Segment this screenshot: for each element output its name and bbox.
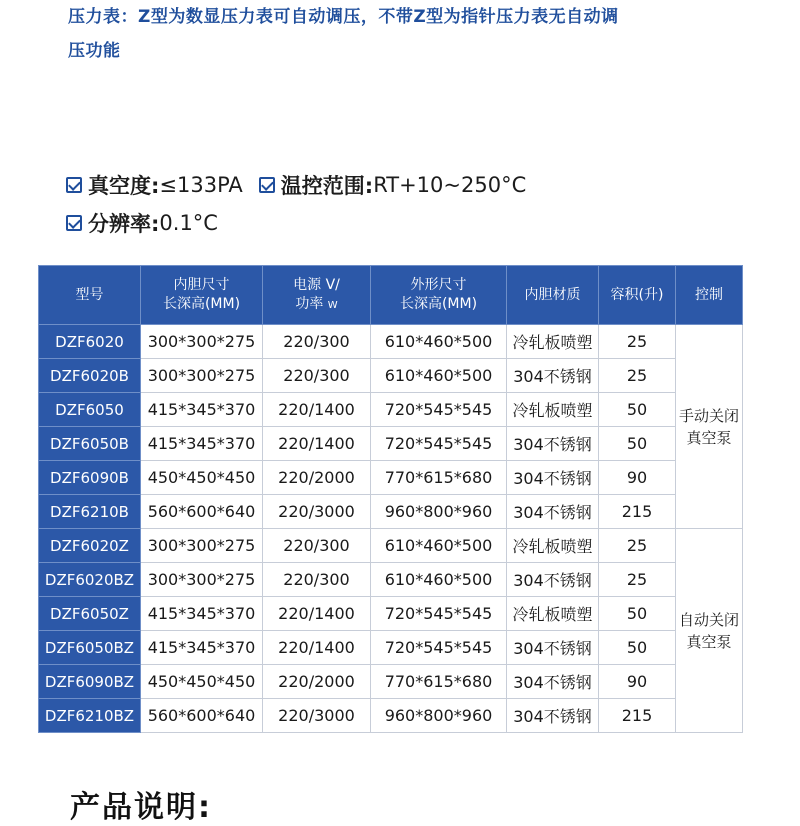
cell-model: DZF6090B (39, 461, 141, 495)
cell-volume: 215 (599, 495, 676, 529)
product-description-title: 产品说明: (70, 790, 212, 825)
table-row (39, 563, 743, 597)
table-row (39, 325, 743, 359)
cell-volume: 25 (599, 563, 676, 597)
cell-outer: 610*460*500 (371, 325, 507, 359)
cell-material: 304不锈钢 (507, 495, 599, 529)
cell-power: 220/2000 (263, 665, 371, 699)
spec-temperature (259, 170, 526, 200)
cell-outer: 960*800*960 (371, 495, 507, 529)
cell-inner: 300*300*275 (141, 359, 263, 393)
cell-model: DZF6090BZ (39, 665, 141, 699)
spec-resolution (66, 208, 218, 238)
cell-material: 冷轧板喷塑 (507, 393, 599, 427)
header-model: 型号 (39, 266, 141, 325)
cell-power: 220/300 (263, 529, 371, 563)
cell-material: 304不锈钢 (507, 699, 599, 733)
header-outer-size: 外形尺寸 长深高(MM) (371, 266, 507, 325)
cell-outer: 720*545*545 (371, 631, 507, 665)
cell-model: DZF6050Z (39, 597, 141, 631)
cell-power: 220/300 (263, 325, 371, 359)
cell-inner: 450*450*450 (141, 461, 263, 495)
cell-material: 304不锈钢 (507, 563, 599, 597)
cell-material: 冷轧板喷塑 (507, 597, 599, 631)
cell-inner: 300*300*275 (141, 529, 263, 563)
cell-model: DZF6020B (39, 359, 141, 393)
table-row (39, 699, 743, 733)
cell-outer: 960*800*960 (371, 699, 507, 733)
table-row (39, 495, 743, 529)
cell-material: 304不锈钢 (507, 427, 599, 461)
table-row (39, 631, 743, 665)
pressure-gauge-note (68, 0, 768, 68)
header-material: 内胆材质 (507, 266, 599, 325)
cell-volume: 215 (599, 699, 676, 733)
cell-model: DZF6050BZ (39, 631, 141, 665)
cell-outer: 720*545*545 (371, 427, 507, 461)
table-row (39, 359, 743, 393)
cell-material: 304不锈钢 (507, 359, 599, 393)
cell-inner: 415*345*370 (141, 597, 263, 631)
cell-model: DZF6050B (39, 427, 141, 461)
table-header-row (39, 266, 743, 325)
temp-label: 温控范围: (280, 174, 374, 198)
table-row (39, 597, 743, 631)
cell-volume: 50 (599, 427, 676, 461)
cell-volume: 90 (599, 665, 676, 699)
cell-inner: 560*600*640 (141, 699, 263, 733)
header-control: 控制 (676, 266, 743, 325)
cell-control-manual: 手动关闭 真空泵 (676, 325, 743, 529)
cell-material: 304不锈钢 (507, 665, 599, 699)
cell-power: 220/300 (263, 563, 371, 597)
table-row (39, 393, 743, 427)
cell-power: 220/1400 (263, 393, 371, 427)
checkbox-icon (259, 177, 275, 193)
temp-value: RT+10~250°C (373, 173, 527, 197)
cell-model: DZF6050 (39, 393, 141, 427)
cell-material: 冷轧板喷塑 (507, 325, 599, 359)
vacuum-value: ≤133PA (159, 173, 243, 197)
header-power: 电源 V/ 功率 W (263, 266, 371, 325)
spec-table (38, 265, 743, 733)
table-row (39, 529, 743, 563)
cell-material: 冷轧板喷塑 (507, 529, 599, 563)
cell-model: DZF6020Z (39, 529, 141, 563)
cell-outer: 770*615*680 (371, 665, 507, 699)
cell-power: 220/1400 (263, 631, 371, 665)
cell-outer: 720*545*545 (371, 597, 507, 631)
cell-model: DZF6020 (39, 325, 141, 359)
cell-volume: 90 (599, 461, 676, 495)
header-inner-size: 内胆尺寸 长深高(MM) (141, 266, 263, 325)
cell-model: DZF6210BZ (39, 699, 141, 733)
cell-power: 220/3000 (263, 495, 371, 529)
cell-outer: 610*460*500 (371, 563, 507, 597)
cell-inner: 300*300*275 (141, 325, 263, 359)
note-line-2: 压功能 (68, 41, 121, 61)
note-line-1: 压力表：Z型为数显压力表可自动调压，不带Z型为指针压力表无自动调 (68, 7, 619, 27)
cell-inner: 300*300*275 (141, 563, 263, 597)
cell-volume: 25 (599, 359, 676, 393)
resolution-label: 分辨率: (88, 212, 160, 236)
cell-material: 304不锈钢 (507, 461, 599, 495)
cell-inner: 415*345*370 (141, 393, 263, 427)
cell-power: 220/1400 (263, 427, 371, 461)
cell-volume: 50 (599, 597, 676, 631)
spec-vacuum (66, 170, 243, 200)
cell-volume: 50 (599, 631, 676, 665)
cell-outer: 720*545*545 (371, 393, 507, 427)
checkbox-icon (66, 215, 82, 231)
header-volume: 容积(升) (599, 266, 676, 325)
cell-power: 220/1400 (263, 597, 371, 631)
vacuum-label: 真空度: (88, 174, 160, 198)
cell-model: DZF6020BZ (39, 563, 141, 597)
cell-control-auto: 自动关闭 真空泵 (676, 529, 743, 733)
table-row (39, 461, 743, 495)
cell-inner: 450*450*450 (141, 665, 263, 699)
cell-material: 304不锈钢 (507, 631, 599, 665)
cell-volume: 25 (599, 529, 676, 563)
checkbox-icon (66, 177, 82, 193)
cell-volume: 50 (599, 393, 676, 427)
cell-inner: 415*345*370 (141, 427, 263, 461)
cell-volume: 25 (599, 325, 676, 359)
cell-power: 220/3000 (263, 699, 371, 733)
spec-line-1 (66, 170, 542, 200)
cell-model: DZF6210B (39, 495, 141, 529)
cell-outer: 610*460*500 (371, 359, 507, 393)
spec-line-2 (66, 208, 234, 238)
resolution-value: 0.1°C (159, 211, 218, 235)
cell-inner: 560*600*640 (141, 495, 263, 529)
table-row (39, 665, 743, 699)
cell-outer: 770*615*680 (371, 461, 507, 495)
cell-power: 220/300 (263, 359, 371, 393)
cell-outer: 610*460*500 (371, 529, 507, 563)
table-row (39, 427, 743, 461)
cell-power: 220/2000 (263, 461, 371, 495)
cell-inner: 415*345*370 (141, 631, 263, 665)
